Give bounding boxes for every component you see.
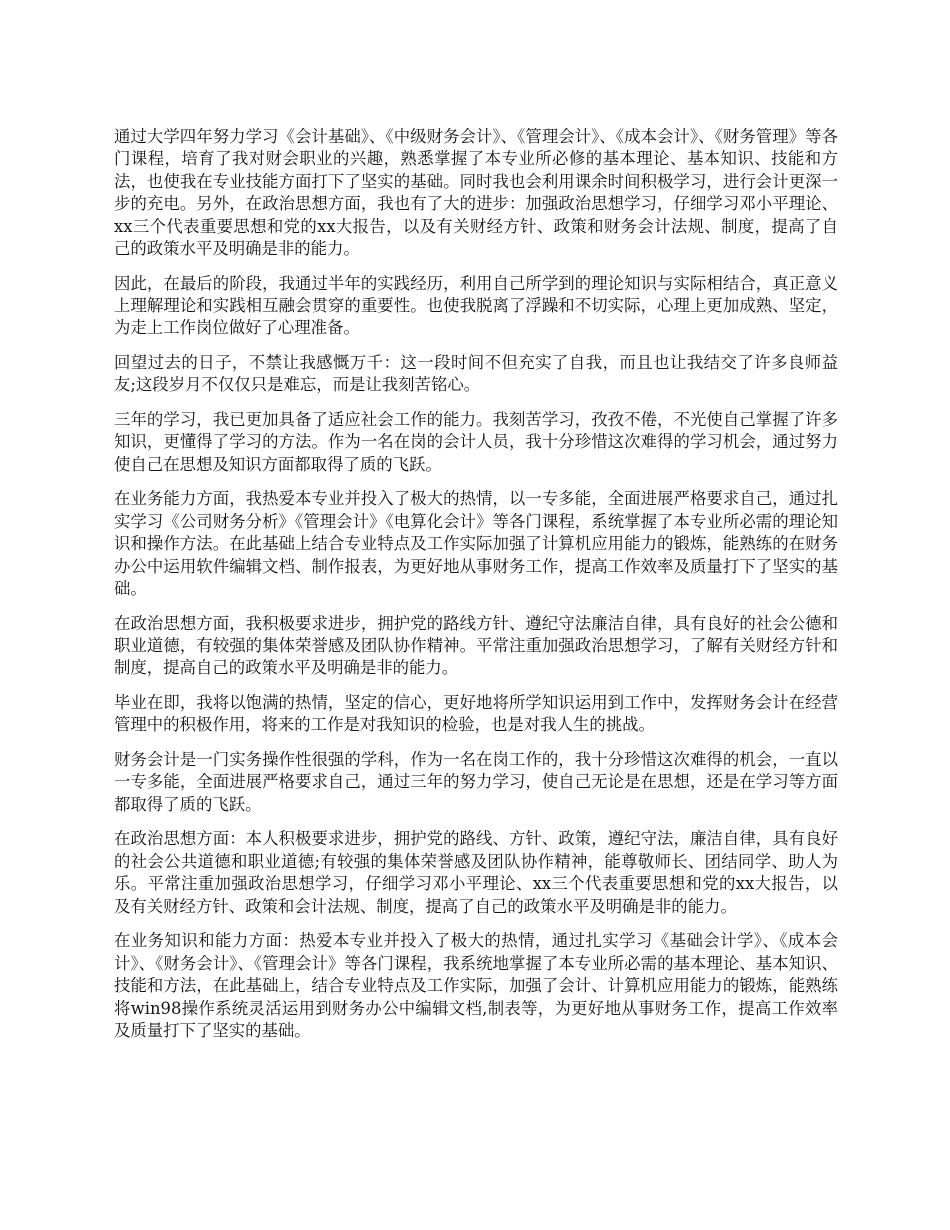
paragraph-9: 在政治思想方面：本人积极要求进步，拥护党的路线、方针、政策，遵纪守法，廉洁自律，具有良好的社会公共道德和职业道德;有较强的集体荣誉感及团队协作精神，能尊敬师长、团结同学、助人为乐。平常注重加强政治思想学习，仔细学习邓小平理论、xx三个代表重要思想和党的xx大报告，以及有关财经方针、政策和会计法规、制度，提高了自己的政策水平及明确是非的能力。	[114, 829, 838, 916]
paragraph-1: 通过大学四年努力学习《会计基础》、《中级财务会计》、《管理会计》、《成本会计》、《财务管理》等各门课程，培育了我对财会职业的兴趣，熟悉掌握了本专业所必修的基本理论、基本知识、技能和方法，也使我在专业技能方面打下了坚实的基础。同时我也会利用课余时间积极学习，进行会计更深一步的充电。另外，在政治思想方面，我也有了大的进步：加强政治思想学习，仔细学习邓小平理论、xx三个代表重要思想和党的xx大报告，以及有关财经方针、政策和财务会计法规、制度，提高了自己的政策水平及明确是非的能力。	[114, 127, 838, 259]
paragraph-10: 在业务知识和能力方面：热爱本专业并投入了极大的热情，通过扎实学习《基础会计学》、《成本会计》、《财务会计》、《管理会计》等各门课程，我系统地掌握了本专业所必需的基本理论、基本知识、技能和方法，在此基础上，结合专业特点及工作实际，加强了会计、计算机应用能力的锻炼，能熟练将win98操作系统灵活运用到财务办公中编辑文档,制表等，为更好地从事财务工作，提高工作效率及质量打下了坚实的基础。	[114, 931, 838, 1040]
paragraph-3: 回望过去的日子，不禁让我感慨万千：这一段时间不但充实了自我，而且也让我结交了许多良师益友;这段岁月不仅仅只是难忘，而是让我刻苦铭心。	[114, 353, 838, 395]
paragraph-5: 在业务能力方面，我热爱本专业并投入了极大的热情，以一专多能，全面进展严格要求自己，通过扎实学习《公司财务分析》《管理会计》《电算化会计》等各门课程，系统掌握了本专业所必需的理论知识和操作方法。在此基础上结合专业特点及工作实际加强了计算机应用能力的锻炼，能熟练的在财务办公中运用软件编辑文档、制作报表，为更好地从事财务工作，提高工作效率及质量打下了坚实的基础。	[114, 489, 838, 599]
paragraph-8: 财务会计是一门实务操作性很强的学科，作为一名在岗工作的，我十分珍惜这次难得的机会，一直以一专多能，全面进展严格要求自己，通过三年的努力学习，使自己无论是在思想，还是在学习等方面都取得了质的飞跃。	[114, 750, 838, 814]
document-body	[114, 126, 838, 1055]
paragraph-2: 因此，在最后的阶段，我通过半年的实践经历，利用自己所学到的理论知识与实际相结合，真正意义上理解理论和实践相互融会贯穿的重要性。也使我脱离了浮躁和不切实际，心理上更加成熟、坚定，为走上工作岗位做好了心理准备。	[114, 273, 838, 338]
paragraph-4: 三年的学习，我已更加具备了适应社会工作的能力。我刻苦学习，孜孜不倦，不光使自己掌握了许多知识，更懂得了学习的方法。作为一名在岗的会计人员，我十分珍惜这次难得的学习机会，通过努力使自己在思想及知识方面都取得了质的飞跃。	[114, 410, 838, 474]
paragraph-6: 在政治思想方面，我积极要求进步，拥护党的路线方针、遵纪守法廉洁自律，具有良好的社会公德和职业道德，有较强的集体荣誉感及团队协作精神。平常注重加强政治思想学习，了解有关财经方针和制度，提高自己的政策水平及明确是非的能力。	[114, 613, 838, 678]
paragraph-7: 毕业在即，我将以饱满的热情，坚定的信心，更好地将所学知识运用到工作中，发挥财务会计在经营管理中的积极作用，将来的工作是对我知识的检验，也是对我人生的挑战。	[114, 693, 838, 735]
